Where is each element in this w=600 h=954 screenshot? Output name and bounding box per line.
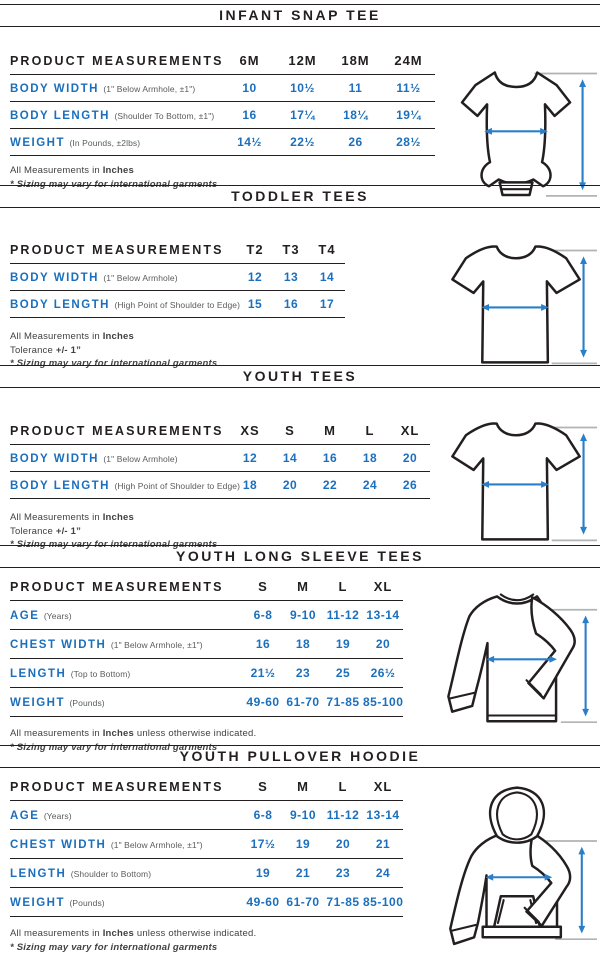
measurement-label: AGE: [10, 610, 39, 622]
section-title: YOUTH LONG SLEEVE TEES: [0, 549, 600, 564]
measurement-row: [10, 659, 403, 688]
footnote-bold-text: Inches: [103, 728, 134, 739]
hood-outer: [490, 788, 544, 843]
measurement-note: (High Point of Shoulder to Edge): [114, 300, 240, 310]
measurement-row: [10, 830, 403, 859]
section-title: YOUTH TEES: [0, 369, 600, 384]
section-toddler-tees: [0, 185, 600, 365]
measurement-value: 85-100: [363, 888, 403, 917]
measurement-value: 14: [309, 264, 345, 291]
measurement-row: [10, 472, 430, 499]
size-column-header: L: [350, 423, 390, 445]
footnote-text: * Sizing may vary for international garments: [10, 179, 217, 190]
section-title: TODDLER TEES: [0, 189, 600, 204]
length-arrow: [579, 79, 586, 190]
footnote-bold-text: +/- 1”: [56, 526, 81, 537]
size-column-header: L: [323, 579, 363, 601]
section-content: [0, 208, 600, 371]
measurements-table: [10, 779, 403, 917]
measurement-value: 71-85: [323, 888, 363, 917]
measurement-row: [10, 445, 430, 472]
measurement-value: 6-8: [243, 801, 283, 830]
table-header-row: [10, 242, 345, 264]
measurement-note: (Top to Bottom): [71, 669, 131, 679]
measurement-note: (1" Below Armhole, ±1"): [111, 640, 203, 650]
measurement-note: (In Pounds, ±2lbs): [69, 138, 140, 148]
table-header-label: PRODUCT MEASUREMENTS: [10, 579, 243, 601]
measurement-note: (1" Below Armhole): [103, 273, 177, 283]
size-column-header: XS: [230, 423, 270, 445]
footnote-text: Tolerance: [10, 526, 56, 537]
measurement-value: 21: [363, 830, 403, 859]
onesie-outline: [462, 72, 570, 186]
measurement-value: 23: [283, 659, 323, 688]
hoodie-illustration: [436, 781, 598, 950]
size-column-header: 12M: [276, 53, 329, 75]
section-title: YOUTH PULLOVER HOODIE: [0, 749, 600, 764]
table-header-row: [10, 53, 435, 75]
measurement-value: 15: [237, 291, 273, 318]
measurement-value: 26½: [363, 659, 403, 688]
footnote-text: unless otherwise indicated.: [134, 928, 256, 939]
measurements-table: [10, 242, 345, 318]
measurement-note: (Years): [44, 811, 72, 821]
measurement-value: 49-60: [243, 688, 283, 717]
footnote-text: All Measurements in: [10, 331, 103, 342]
measurements-table: [10, 53, 435, 156]
measurement-label: BODY LENGTH: [10, 480, 110, 492]
section-heading-band: [0, 745, 600, 768]
measurement-value: 18: [230, 472, 270, 499]
measurement-value: 12: [230, 445, 270, 472]
section-infant-snap-tee: [0, 4, 600, 185]
size-column-header: 18M: [329, 53, 382, 75]
measurement-note: (Years): [44, 611, 72, 621]
size-column-header: 6M: [223, 53, 276, 75]
measurement-label: WEIGHT: [10, 137, 65, 149]
measurement-label: BODY LENGTH: [10, 299, 110, 311]
size-column-header: XL: [390, 423, 430, 445]
measurement-note: (1" Below Armhole, ±1"): [103, 84, 195, 94]
size-column-header: S: [270, 423, 310, 445]
measurement-value: 22½: [276, 129, 329, 156]
collar-line: [501, 594, 533, 600]
measurement-value: 49-60: [243, 888, 283, 917]
measurement-value: 28½: [382, 129, 435, 156]
tee-illustration: [436, 238, 598, 385]
section-heading-band: [0, 185, 600, 208]
section-title: INFANT SNAP TEE: [0, 8, 600, 23]
measurement-value: 21½: [243, 659, 283, 688]
size-column-header: 24M: [382, 53, 435, 75]
size-column-header: M: [283, 779, 323, 801]
length-arrow: [582, 615, 589, 716]
measurement-row: [10, 75, 435, 102]
longsleeve-drawing: [436, 584, 598, 738]
footnote-text: Tolerance: [10, 345, 56, 356]
footnote-text: * Sizing may vary for international garments: [10, 358, 217, 369]
footnote-bold-text: Inches: [103, 165, 134, 176]
measurement-value: 10: [223, 75, 276, 102]
measurement-value: 17¼: [276, 102, 329, 129]
measurement-label: CHEST WIDTH: [10, 839, 106, 851]
measurement-value: 20: [363, 630, 403, 659]
size-column-header: T2: [237, 242, 273, 264]
footnote-text: All Measurements in: [10, 512, 103, 523]
measurement-value: 24: [363, 859, 403, 888]
hem-band: [483, 927, 561, 937]
tshirt-drawing: [436, 238, 598, 385]
measurement-value: 11-12: [323, 601, 363, 630]
section-youth-tees: [0, 365, 600, 545]
size-column-header: S: [243, 579, 283, 601]
length-arrow: [580, 256, 587, 357]
table-header-label: PRODUCT MEASUREMENTS: [10, 779, 243, 801]
measurement-label: BODY LENGTH: [10, 110, 110, 122]
measurement-label: CHEST WIDTH: [10, 639, 106, 651]
measurement-label: BODY WIDTH: [10, 83, 99, 95]
measurement-value: 20: [323, 830, 363, 859]
length-arrow: [580, 433, 587, 534]
measurements-table: [10, 423, 430, 499]
measurement-value: 22: [310, 472, 350, 499]
measurement-label: WEIGHT: [10, 897, 65, 909]
measurement-row: [10, 801, 403, 830]
footnote-text: All Measurements in: [10, 165, 103, 176]
measurement-note: (High Point of Shoulder to Edge): [114, 481, 240, 491]
measurement-value: 18: [350, 445, 390, 472]
measurement-row: [10, 291, 345, 318]
measurements-table: [10, 579, 403, 717]
measurement-value: 23: [323, 859, 363, 888]
measurement-label: WEIGHT: [10, 697, 65, 709]
measurement-note: (Shoulder To Bottom, ±1"): [114, 111, 214, 121]
measurement-value: 9-10: [283, 601, 323, 630]
measurement-label: LENGTH: [10, 868, 66, 880]
section-heading-band: [0, 545, 600, 568]
table-header-row: [10, 579, 403, 601]
measurement-row: [10, 888, 403, 917]
measurement-value: 19: [243, 859, 283, 888]
size-column-header: S: [243, 779, 283, 801]
tshirt-drawing: [436, 415, 598, 562]
length-arrow: [578, 847, 585, 934]
section-youth-pullover-hoodie: [0, 745, 600, 930]
measurement-value: 26: [329, 129, 382, 156]
measurement-row: [10, 688, 403, 717]
measurement-value: 12: [237, 264, 273, 291]
size-column-header: T4: [309, 242, 345, 264]
measurement-value: 16: [310, 445, 350, 472]
size-column-header: L: [323, 779, 363, 801]
measurement-value: 19: [283, 830, 323, 859]
footnote-text: unless otherwise indicated.: [134, 728, 256, 739]
table-header-label: PRODUCT MEASUREMENTS: [10, 423, 230, 445]
measurement-value: 61-70: [283, 688, 323, 717]
measurement-value: 16: [243, 630, 283, 659]
tshirt-outline: [452, 247, 579, 363]
hoodie-drawing: [436, 781, 598, 950]
measurement-value: 85-100: [363, 688, 403, 717]
longsleeve-illustration: [436, 584, 598, 738]
measurement-value: 20: [270, 472, 310, 499]
measurement-row: [10, 630, 403, 659]
section-heading-band: [0, 365, 600, 388]
measurement-value: 20: [390, 445, 430, 472]
measurement-value: 17: [309, 291, 345, 318]
tshirt-outline: [452, 424, 579, 540]
measurement-label: AGE: [10, 810, 39, 822]
footnote-bold-text: +/- 1”: [56, 345, 81, 356]
footnote-bold-text: Inches: [103, 512, 134, 523]
measurement-note: (1" Below Armhole, ±1"): [111, 840, 203, 850]
measurement-note: (Shoulder to Bottom): [71, 869, 151, 879]
section-heading-band: [0, 4, 600, 27]
measurement-value: 6-8: [243, 601, 283, 630]
size-column-header: M: [310, 423, 350, 445]
section-content: [0, 388, 600, 552]
measurement-row: [10, 264, 345, 291]
measurement-value: 13-14: [363, 601, 403, 630]
measurement-row: [10, 859, 403, 888]
size-column-header: XL: [363, 579, 403, 601]
measurement-value: 18: [283, 630, 323, 659]
measurement-value: 13: [273, 264, 309, 291]
measurement-row: [10, 102, 435, 129]
measurement-note: (1" Below Armhole): [103, 454, 177, 464]
size-column-header: T3: [273, 242, 309, 264]
size-column-header: XL: [363, 779, 403, 801]
measurement-label: LENGTH: [10, 668, 66, 680]
measurement-row: [10, 601, 403, 630]
measurement-value: 18¼: [329, 102, 382, 129]
measurement-value: 61-70: [283, 888, 323, 917]
footnote-text: All measurements in: [10, 728, 103, 739]
measurement-row: [10, 129, 435, 156]
measurement-value: 21: [283, 859, 323, 888]
measurement-value: 9-10: [283, 801, 323, 830]
measurement-value: 17½: [243, 830, 283, 859]
section-content: [0, 568, 600, 754]
measurement-label: BODY WIDTH: [10, 272, 99, 284]
measurement-value: 10½: [276, 75, 329, 102]
footnote-text: * Sizing may vary for international garments: [10, 539, 217, 550]
measurement-value: 16: [273, 291, 309, 318]
table-header-row: [10, 423, 430, 445]
measurement-note: (Pounds): [69, 898, 104, 908]
table-header-label: PRODUCT MEASUREMENTS: [10, 242, 237, 264]
measurement-value: 11½: [382, 75, 435, 102]
measurement-value: 11-12: [323, 801, 363, 830]
measurement-value: 14½: [223, 129, 276, 156]
measurement-value: 24: [350, 472, 390, 499]
table-header-row: [10, 779, 403, 801]
section-youth-long-sleeve-tees: [0, 545, 600, 745]
table-header-label: PRODUCT MEASUREMENTS: [10, 53, 223, 75]
measurement-value: 26: [390, 472, 430, 499]
measurement-value: 14: [270, 445, 310, 472]
measurement-value: 11: [329, 75, 382, 102]
measurement-value: 71-85: [323, 688, 363, 717]
measurement-value: 13-14: [363, 801, 403, 830]
measurement-value: 16: [223, 102, 276, 129]
footnote-text: * Sizing may vary for international garments: [10, 942, 217, 953]
measurement-value: 25: [323, 659, 363, 688]
tee-illustration: [436, 415, 598, 562]
footnote-text: All measurements in: [10, 928, 103, 939]
footnote-bold-text: Inches: [103, 331, 134, 342]
measurement-label: BODY WIDTH: [10, 453, 99, 465]
size-chart-page: [0, 4, 600, 930]
footnote-text: * Sizing may vary for international garments: [10, 742, 217, 753]
measurement-value: 19¼: [382, 102, 435, 129]
footnote-bold-text: Inches: [103, 928, 134, 939]
size-column-header: M: [283, 579, 323, 601]
section-content: [0, 27, 600, 191]
measurement-note: (Pounds): [69, 698, 104, 708]
section-content: [0, 768, 600, 954]
measurement-value: 19: [323, 630, 363, 659]
